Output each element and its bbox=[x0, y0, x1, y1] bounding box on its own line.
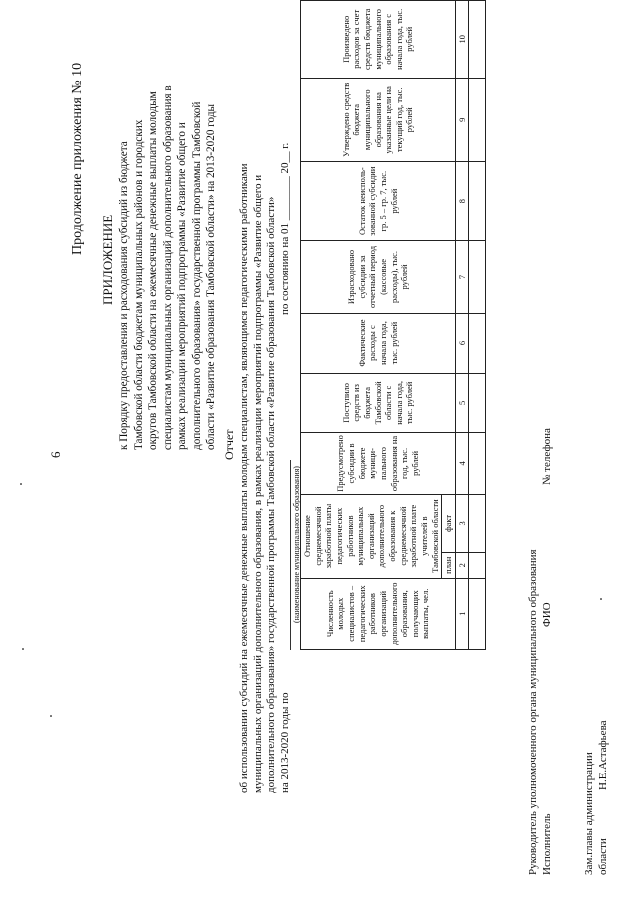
table-cell bbox=[469, 578, 486, 649]
report-table bbox=[300, 0, 486, 650]
report-desc-line: дополнительного образования» государственной программы Тамбовской области «Развитие образования Тамбовской области» bbox=[265, 196, 277, 793]
col-number: 2 bbox=[455, 553, 469, 578]
col-number: 8 bbox=[455, 161, 469, 241]
deputy-name: Н.Е.Астафьева bbox=[597, 720, 609, 790]
scan-dot bbox=[20, 484, 22, 486]
col-number: 10 bbox=[455, 1, 469, 79]
col-received-header: Поступило средств из бюджета Тамбовской области с начала года, тыс. рублей bbox=[301, 373, 456, 433]
col-number: 3 bbox=[455, 494, 469, 552]
col-salary-ratio-header: Отношение среднемесячной заработной платы педагогических работников муниципальных организаций дополнительного образования к среднемесячной заработной плате учителей в Тамбовской области bbox=[301, 494, 442, 578]
appendix-ref-line: рамках реализации мероприятий подпрограммы «Развитие общего и bbox=[176, 122, 188, 450]
col-actual-expenses-header: Фактические расходы с начала года, тыс. рублей bbox=[301, 313, 456, 373]
table-cell bbox=[469, 1, 486, 79]
appendix-title: ПРИЛОЖЕНИЕ bbox=[100, 214, 115, 305]
col-number: 6 bbox=[455, 313, 469, 373]
table-cell bbox=[469, 241, 486, 313]
report-title: Отчет bbox=[222, 429, 236, 460]
col-number: 9 bbox=[455, 78, 469, 161]
col-approved-budget-header: Утверждено средств бюджета муниципального образования на указанные цели на текущий год, тыс. рублей bbox=[301, 78, 456, 161]
table-cell bbox=[469, 433, 486, 495]
col-remaining-header: Остаток неисполь-зованной субсидии гр. 5 – гр. 7, тыс. рублей bbox=[301, 161, 456, 241]
col-planned-subsidy-header: Предусмотрено субсидии в бюджете муници-пального образования на год, тыс. рублей bbox=[301, 433, 456, 495]
table-row bbox=[469, 1, 486, 650]
appendix-ref-line: Тамбовской области бюджетам муниципальных районов и городских bbox=[132, 119, 145, 450]
col-headcount-header: Численность молодых специалистов – педагогических работников организаций дополнительного образования, получающих выплаты, чел. bbox=[301, 578, 456, 649]
report-desc-line: об использовании субсидий на ежемесячные денежные выплаты молодым специалистам, являющимся педагогическими работниками bbox=[238, 163, 250, 793]
scan-dot bbox=[22, 649, 24, 651]
deputy-region: области bbox=[597, 838, 609, 875]
col-number: 5 bbox=[455, 373, 469, 433]
appendix-ref-line: области «Развитие образования Тамбовской области» на 2013-2020 годы bbox=[205, 103, 217, 450]
col-number: 7 bbox=[455, 241, 469, 313]
table-cell bbox=[469, 373, 486, 433]
col-plan-header: план bbox=[442, 553, 456, 578]
col-fact-header: факт bbox=[442, 494, 456, 552]
table-cell bbox=[469, 553, 486, 578]
fio-label: ФИО bbox=[541, 602, 553, 627]
table-cell bbox=[469, 494, 486, 552]
page-number: 6 bbox=[48, 451, 63, 458]
appendix-ref bbox=[117, 85, 219, 450]
appendix-ref-line: к Порядку предоставления и расходования субсидий из бюджета bbox=[118, 141, 130, 450]
report-desc-line: на 2013-2020 годы по bbox=[278, 692, 291, 793]
executor-label: Исполнитель bbox=[541, 813, 553, 875]
deputy-title: Зам.главы администрации bbox=[583, 752, 595, 875]
scan-dot bbox=[50, 716, 52, 718]
as-of-date: по состоянию на 01 ________ 20__ г. bbox=[279, 142, 291, 315]
scan-dot bbox=[600, 599, 602, 601]
appendix-ref-line: специалистам муниципальных организаций дополнительного образования в bbox=[161, 85, 174, 450]
col-number: 1 bbox=[455, 578, 469, 649]
appendix-ref-line: округов Тамбовской области на ежемесячные денежные выплаты молодым bbox=[147, 91, 159, 450]
table-cell bbox=[469, 161, 486, 241]
report-desc-line: муниципальных организаций дополнительного образования, в рамках реализации мероприятий подпрограммы «Развитие общего и bbox=[251, 174, 264, 793]
table-cell bbox=[469, 313, 486, 373]
col-number: 4 bbox=[455, 433, 469, 495]
municipality-caption: (наименование муниципального образования) bbox=[292, 466, 301, 623]
col-municipal-expenses-header: Произведено расходов за счет средств бюджета муниципального образования с начала года, тыс. рублей bbox=[301, 1, 456, 79]
head-signature-label: Руководитель уполномоченного органа муниципального образования bbox=[527, 549, 539, 875]
appendix-ref-line: дополнительного образования» государственной программы Тамбовской bbox=[190, 101, 203, 450]
phone-label: № телефона bbox=[541, 428, 553, 485]
table-cell bbox=[469, 78, 486, 161]
col-spent-subsidy-header: Израсходовано субсидии за отчетный период (кассовые расходы), тыс. рублей bbox=[301, 241, 456, 313]
municipality-underline bbox=[290, 460, 291, 650]
continuation-label: Продолжение приложения № 10 bbox=[70, 62, 85, 255]
